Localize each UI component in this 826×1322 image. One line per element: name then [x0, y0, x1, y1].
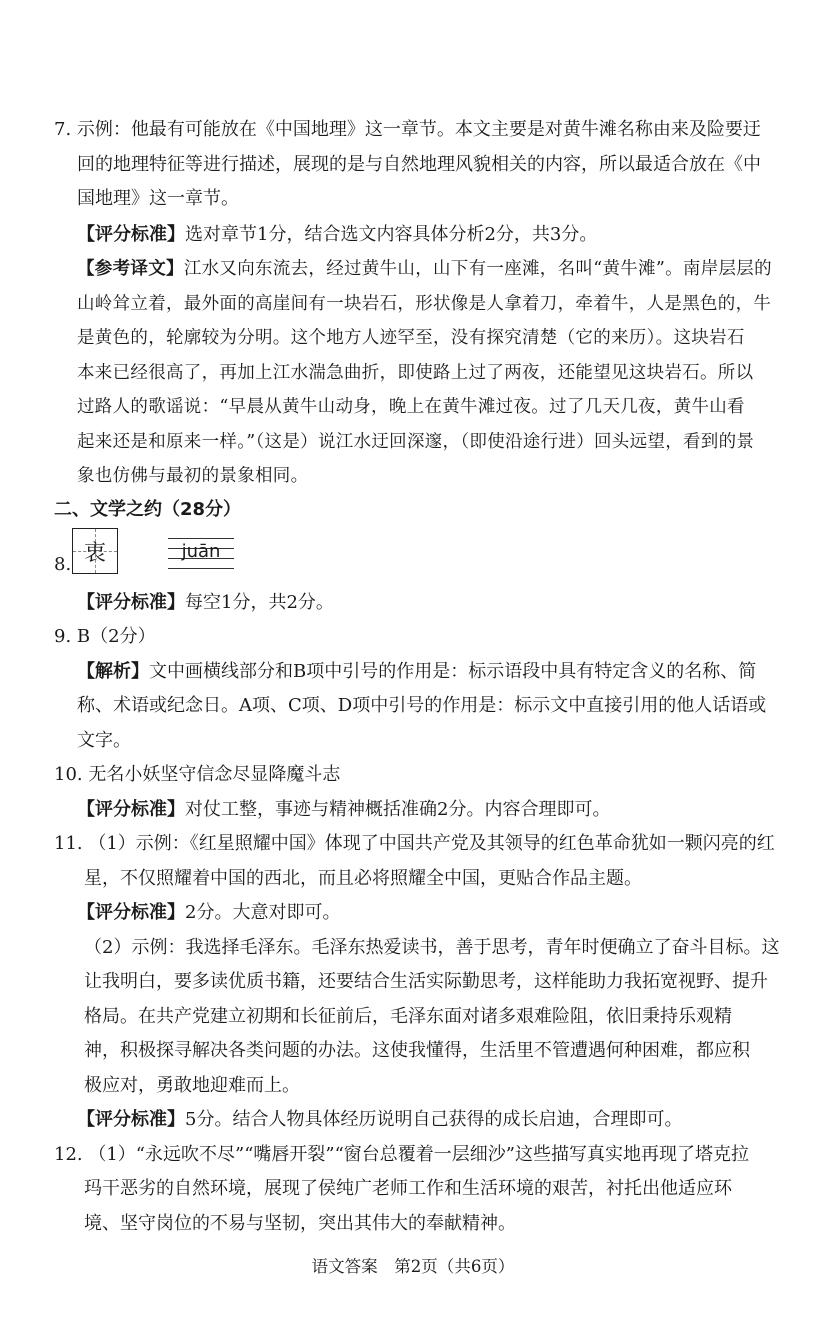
q7-translation-line-6: 起来还是和原来一样。”（这是）说江水迂回深邃，（即使沿途行进）回头远望，看到的景 [77, 432, 755, 452]
q7-answer-line-1: 7. 示例：他最有可能放在《中国地理》这一章节。本文主要是对黄牛滩名称由来及险要迂 [54, 119, 761, 140]
page-footer: 语文答案 第2页（共6页） [311, 1257, 515, 1276]
q11-part2-line-5: 极应对，勇敢地迎难而上。 [84, 1075, 300, 1096]
criteria-label: 【评分标准】 [77, 224, 185, 245]
q11-part2-line-4: 神，积极探寻解决各类问题的办法。这使我懂得，生活里不管遭遇何种困难，都应积 [84, 1040, 750, 1061]
criteria-text: 选对章节1分，结合选文内容具体分析2分，共3分。 [185, 224, 598, 245]
criteria-label: 【评分标准】 [77, 799, 185, 820]
q9-answer: 9. B（2分） [54, 626, 156, 647]
criteria-label: 【评分标准】 [77, 1109, 185, 1130]
q7-translation-line-7: 象也仿佛与最初的景象相同。 [77, 466, 309, 486]
q11-part1-line-1: 11. （1）示例：《红星照耀中国》体现了中国共产党及其领导的红色革命犹如一颗闪亮的红 [54, 833, 775, 854]
criteria-label: 【评分标准】 [77, 592, 185, 613]
q9-analysis-line-2: 称、术语或纪念日。A项、C项、D项中引号的作用是：标示文中直接引用的他人话语或 [77, 695, 767, 716]
character-grid-box [72, 528, 118, 574]
q12-line-2: 玛干恶劣的自然环境，展现了侯纯广老师工作和生活环境的艰苦，衬托出他适应环 [84, 1178, 732, 1199]
q8-scoring-criteria [77, 586, 334, 621]
q12-line-3: 境、坚守岗位的不易与坚韧，突出其伟大的奉献精神。 [84, 1213, 516, 1234]
q10-scoring-criteria [77, 793, 610, 828]
character-answer: 衷 [83, 540, 106, 566]
section-heading: 二、文学之约（28分） [54, 499, 242, 520]
q7-scoring-criteria [77, 218, 597, 253]
translation-label: 【参考译文】 [77, 259, 184, 279]
q9-analysis-line-1: 【解析】文中画横线部分和B项中引号的作用是：标示语段中具有特定含义的名称、简 [77, 661, 757, 682]
q7-translation-line-3: 是黄色的，轮廓较为分明。这个地方人迹罕至，没有探究清楚（它的来历）。这块岩石 [77, 328, 745, 348]
pinyin-writing-lines [168, 538, 234, 568]
q12-line-1: 12. （1）“永远吹不尽”“嘴唇开裂”“窗台总覆着一层细沙”这些描写真实地再现了塔克拉 [54, 1144, 750, 1165]
q11-part2-line-3: 格局。在共产党建立初期和长征前后，毛泽东面对诸多艰难险阻，依旧秉持乐观精 [84, 1006, 732, 1027]
q11-criteria-2 [77, 1103, 682, 1138]
q10-answer: 10. 无名小妖坚守信念尽显降魔斗志 [54, 764, 341, 785]
criteria-label: 【评分标准】 [77, 902, 185, 923]
pinyin-answer: juān [181, 541, 221, 562]
analysis-label: 【解析】 [77, 661, 149, 682]
q9-analysis-line-3: 文字。 [77, 730, 131, 751]
q11-part1-line-2: 星，不仅照耀着中国的西北，而且必将照耀全中国，更贴合作品主题。 [84, 868, 642, 889]
q7-answer-line-2: 回的地理特征等进行描述，展现的是与自然地理风貌相关的内容，所以最适合放在《中 [77, 154, 761, 175]
q7-translation-line-4: 本来已经很高了，再加上江水湍急曲折，即使路上过了两夜，还能望见这块岩石。所以 [77, 363, 754, 383]
q11-part2-line-1: （2）示例：我选择毛泽东。毛泽东热爱读书，善于思考，青年时便确立了奋斗目标。这 [84, 937, 780, 958]
criteria-text: 5分。结合人物具体经历说明自己获得的成长启迪，合理即可。 [185, 1109, 683, 1130]
q7-translation-line-5: 过路人的歌谣说：“早晨从黄牛山动身，晚上在黄牛滩过夜。过了几天几夜，黄牛山看 [77, 397, 745, 417]
q7-answer-line-3: 国地理》这一章节。 [77, 188, 239, 209]
q7-translation-line-2: 山岭耸立着，最外面的高崖间有一块岩石，形状像是人拿着刀，牵着牛，人是黑色的，牛 [77, 294, 772, 314]
q11-part2-line-2: 让我明白，要多读优质书籍，还要结合生活实际勤思考，这样能助力我拓宽视野、提升 [84, 971, 768, 992]
criteria-text: 对仗工整，事迹与精神概括准确2分。内容合理即可。 [185, 799, 611, 820]
q8-number: 8. [54, 554, 72, 575]
pinyin-line [168, 538, 234, 539]
criteria-text: 每空1分，共2分。 [185, 592, 334, 613]
q7-translation-line-1: 【参考译文】江水又向东流去，经过黄牛山，山下有一座滩，名叫“黄牛滩”。南岸层层的 [77, 259, 772, 279]
q11-criteria-1 [77, 896, 340, 931]
pinyin-line [168, 568, 234, 569]
criteria-text: 2分。大意对即可。 [185, 902, 341, 923]
